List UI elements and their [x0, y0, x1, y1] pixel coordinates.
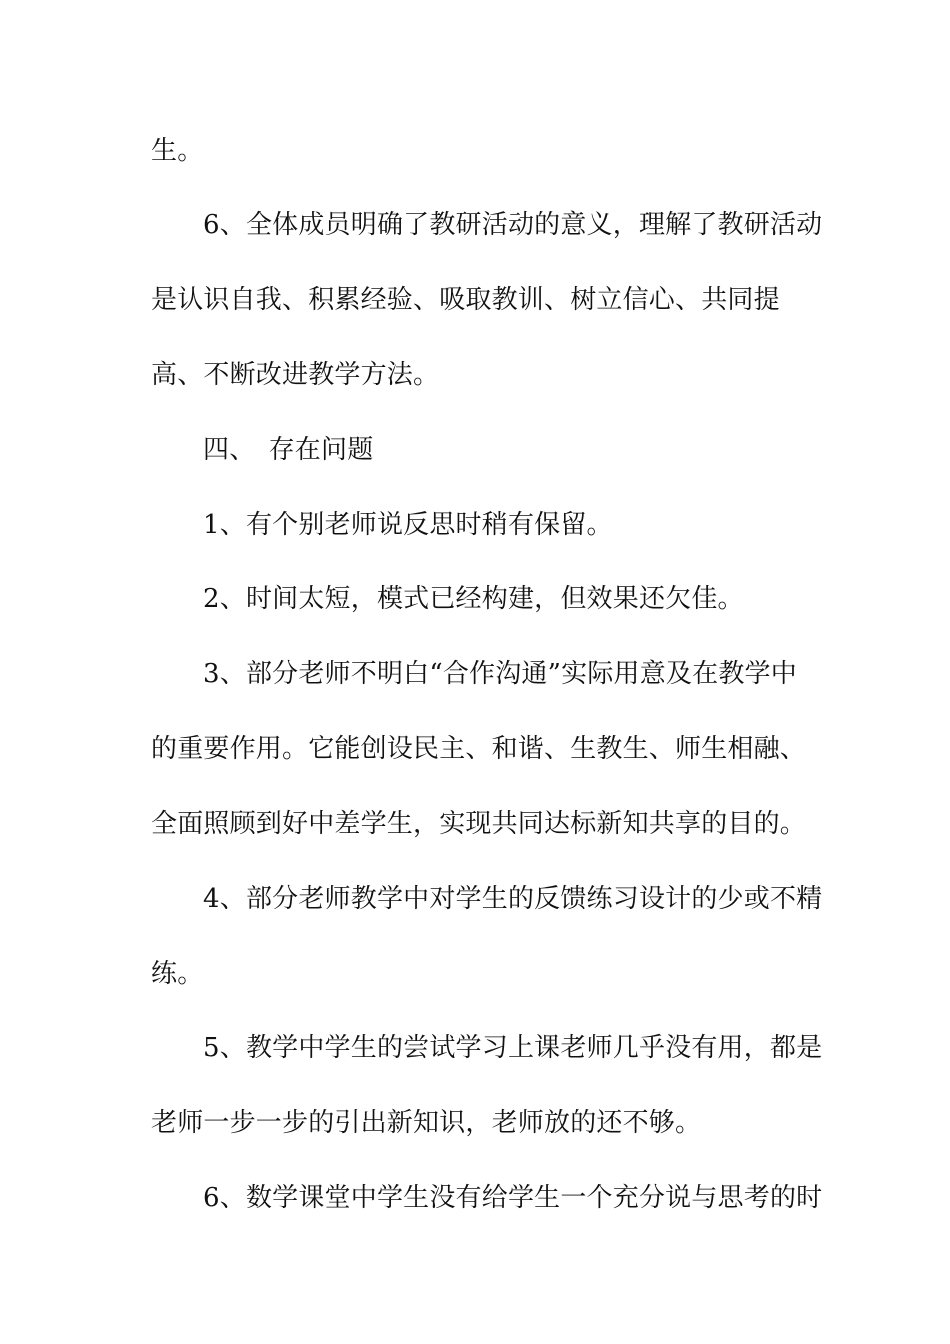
- text-line: 高、不断改进教学方法。: [151, 360, 440, 390]
- text-line: 的重要作用。它能创设民主、和谐、生教生、师生相融、: [151, 734, 807, 764]
- section-heading: 四、 存在问题: [203, 435, 374, 465]
- text-line: 5、教学中学生的尝试学习上课老师几乎没有用，都是: [203, 1033, 823, 1063]
- text-line: 生。: [151, 136, 204, 166]
- text-line: 6、全体成员明确了教研活动的意义，理解了教研活动: [203, 210, 823, 240]
- text-line: 练。: [151, 959, 204, 989]
- text-line: 4、部分老师教学中对学生的反馈练习设计的少或不精: [203, 884, 823, 914]
- text-line: 老师一步一步的引出新知识，老师放的还不够。: [151, 1108, 702, 1138]
- text-line: 3、部分老师不明白“合作沟通”实际用意及在教学中: [203, 659, 797, 689]
- text-line: 1、有个别老师说反思时稍有保留。: [203, 510, 613, 540]
- text-line: 6、数学课堂中学生没有给学生一个充分说与思考的时: [203, 1183, 823, 1213]
- text-line: 全面照顾到好中差学生，实现共同达标新知共享的目的。: [151, 809, 807, 839]
- text-line: 2、时间太短，模式已经构建，但效果还欠佳。: [203, 584, 744, 614]
- text-line: 是认识自我、积累经验、吸取教训、树立信心、共同提: [151, 285, 780, 315]
